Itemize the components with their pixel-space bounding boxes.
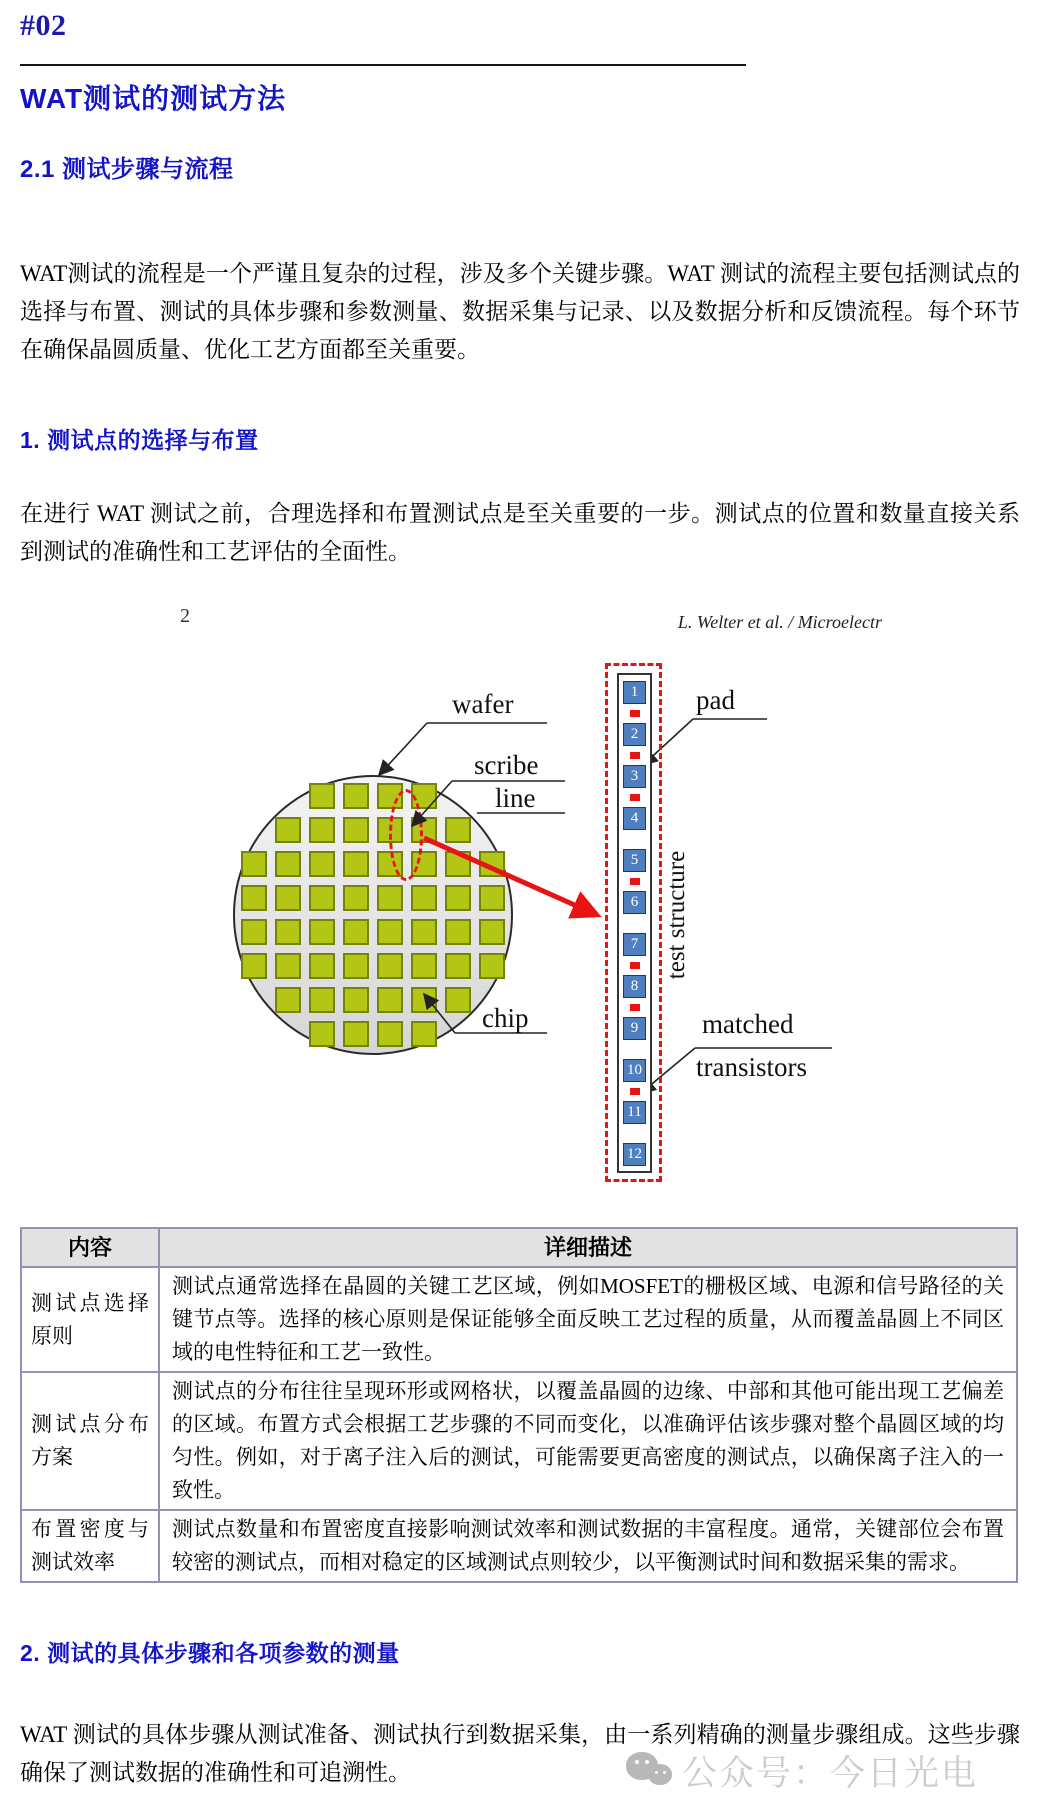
- chip: [445, 851, 471, 877]
- paragraph-intro: WAT测试的流程是一个严谨且复杂的过程，涉及多个关键步骤。WAT 测试的流程主要包括测试点的选择与布置、测试的具体步骤和参数测量、数据采集与记录、以及数据分析和反馈流程。每个环节在确保晶圆质量、优化工艺方面都至关重要。: [20, 261, 1020, 362]
- chip: [411, 885, 437, 911]
- transistor-dot: [630, 752, 640, 759]
- figure-page-number: 2: [180, 605, 190, 627]
- table-row: [21, 1372, 1017, 1510]
- document-page: [0, 8, 1042, 1807]
- chip: [343, 851, 369, 877]
- divider-rule: [20, 64, 746, 66]
- chip: [377, 953, 403, 979]
- chip: [309, 1021, 335, 1047]
- transistor-dot: [630, 962, 640, 969]
- scribe-line-ellipse: [389, 789, 423, 881]
- test-point-table: [20, 1227, 1018, 1583]
- chip: [343, 919, 369, 945]
- chip: [275, 987, 301, 1013]
- chip: [479, 919, 505, 945]
- table-row: [21, 1510, 1017, 1582]
- chip: [445, 885, 471, 911]
- chip: [445, 919, 471, 945]
- chip-label: chip: [482, 1003, 529, 1033]
- pad-11: 11: [623, 1101, 646, 1124]
- transistor-dot: [630, 710, 640, 717]
- paragraph-2: WAT 测试的具体步骤从测试准备、测试执行到数据采集，由一系列精确的测量步骤组成。这些步骤确保了测试数据的准确性和可追溯性。: [20, 1722, 1020, 1785]
- subheading-2: 2. 测试的具体步骤和各项参数的测量: [20, 1640, 400, 1666]
- pad-7: 7: [623, 933, 646, 956]
- chip: [411, 1021, 437, 1047]
- table-row: [21, 1267, 1017, 1372]
- chip-row: [241, 919, 505, 945]
- pad-8: 8: [623, 975, 646, 998]
- chip-row: [241, 987, 505, 1013]
- chip: [377, 987, 403, 1013]
- wafer-test-figure: [20, 575, 1020, 1200]
- row-term: 测试点选择原则: [21, 1267, 159, 1372]
- pad-label: pad: [696, 685, 735, 715]
- chip: [445, 817, 471, 843]
- row-term: 布置密度与测试效率: [21, 1510, 159, 1582]
- wafer-label: wafer: [452, 689, 514, 719]
- chip: [241, 953, 267, 979]
- chip-row: [241, 953, 505, 979]
- chip: [377, 919, 403, 945]
- chip: [343, 987, 369, 1013]
- figure-arrows: [20, 575, 1020, 1200]
- chip-row: [241, 885, 505, 911]
- chip: [275, 953, 301, 979]
- chip: [275, 885, 301, 911]
- pad-4: 4: [623, 807, 646, 830]
- pad-1: 1: [623, 681, 646, 704]
- table-header-content: 内容: [21, 1228, 159, 1267]
- chip: [309, 851, 335, 877]
- chip: [275, 919, 301, 945]
- transistors-label: transistors: [696, 1052, 807, 1082]
- chip: [343, 885, 369, 911]
- row-desc: 测试点数量和布置密度直接影响测试效率和测试数据的丰富程度。通常，关键部位会布置较密的测试点，而相对稳定的区域测试点则较少，以平衡测试时间和数据采集的需求。: [159, 1510, 1017, 1582]
- chip: [411, 919, 437, 945]
- chip: [479, 851, 505, 877]
- chip-row: [241, 783, 505, 809]
- table-header-description: 详细描述: [159, 1228, 1017, 1267]
- chip: [241, 885, 267, 911]
- chip-row: [241, 1021, 505, 1047]
- chip: [343, 1021, 369, 1047]
- pad-column: [617, 673, 652, 1173]
- chip: [309, 919, 335, 945]
- chip: [411, 953, 437, 979]
- subheading-1: 1. 测试点的选择与布置: [20, 427, 259, 453]
- chip: [343, 783, 369, 809]
- chip: [309, 817, 335, 843]
- chip: [309, 783, 335, 809]
- test-structure-label: test structure: [663, 850, 690, 980]
- chip: [309, 885, 335, 911]
- pad-10: 10: [623, 1059, 646, 1082]
- pad-5: 5: [623, 849, 646, 872]
- chip-row: [241, 817, 505, 843]
- chip: [275, 817, 301, 843]
- chip: [309, 987, 335, 1013]
- chip: [479, 885, 505, 911]
- row-term: 测试点分布方案: [21, 1372, 159, 1510]
- chip: [377, 885, 403, 911]
- matched-label: matched: [702, 1009, 794, 1039]
- chip: [343, 953, 369, 979]
- pad-2: 2: [623, 723, 646, 746]
- chip-row: [241, 851, 505, 877]
- chip: [377, 1021, 403, 1047]
- row-desc: 测试点的分布往往呈现环形或网格状，以覆盖晶圆的边缘、中部和其他可能出现工艺偏差的区域。布置方式会根据工艺步骤的不同而变化，以准确评估该步骤对整个晶圆区域的均匀性。例如，对于离子注入后的测试，可能需要更高密度的测试点，以确保离子注入的一致性。: [159, 1372, 1017, 1510]
- paragraph-1: 在进行 WAT 测试之前，合理选择和布置测试点是至关重要的一步。测试点的位置和数量直接关系到测试的准确性和工艺评估的全面性。: [20, 501, 1020, 564]
- chip: [343, 817, 369, 843]
- chip: [445, 953, 471, 979]
- pad-3: 3: [623, 765, 646, 788]
- doc-tag: #02: [20, 9, 67, 42]
- transistor-dot: [630, 878, 640, 885]
- row-desc: 测试点通常选择在晶圆的关键工艺区域，例如MOSFET的栅极区域、电源和信号路径的关键节点等。选择的核心原则是保证能够全面反映工艺过程的质量，从而覆盖晶圆上不同区域的电性特征和工艺一致性。: [159, 1267, 1017, 1372]
- chip: [309, 953, 335, 979]
- doc-title: WAT测试的测试方法: [20, 83, 287, 114]
- chip: [275, 851, 301, 877]
- scribe-line-label: line: [495, 783, 536, 813]
- transistor-dot: [630, 1088, 640, 1095]
- chip: [241, 919, 267, 945]
- pad-6: 6: [623, 891, 646, 914]
- chip: [411, 987, 437, 1013]
- wafer-chip-grid: [241, 783, 505, 1047]
- chip: [445, 987, 471, 1013]
- pad-12: 12: [623, 1143, 646, 1166]
- wafer-circle: [233, 775, 513, 1055]
- figure-caption: L. Welter et al. / Microelectr: [677, 612, 882, 632]
- transistor-dot: [630, 794, 640, 801]
- section-heading: 2.1 测试步骤与流程: [20, 156, 234, 183]
- watermark-text: 公众号：今日光电: [682, 1754, 979, 1793]
- scribe-label: scribe: [474, 750, 539, 780]
- pad-9: 9: [623, 1017, 646, 1040]
- transistor-dot: [630, 1004, 640, 1011]
- chip: [241, 851, 267, 877]
- wafer-arrow: [379, 723, 427, 775]
- table-header-row: [21, 1228, 1017, 1267]
- chip: [479, 953, 505, 979]
